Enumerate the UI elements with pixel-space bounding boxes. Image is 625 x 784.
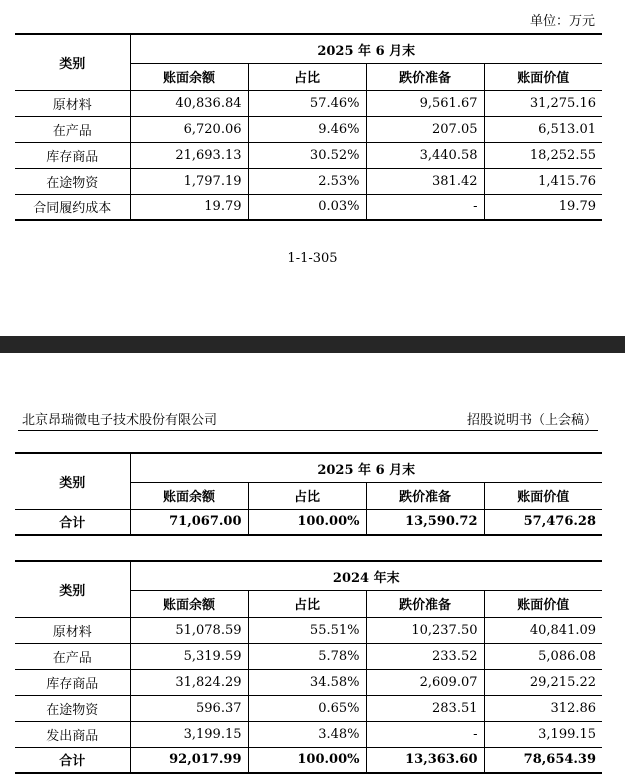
impairment-header: 跌价准备 bbox=[366, 591, 484, 617]
book-value-cell: 31,275.16 bbox=[484, 90, 602, 116]
ratio-header: 占比 bbox=[248, 591, 366, 617]
category-cell: 发出商品 bbox=[15, 721, 130, 747]
table-row bbox=[15, 695, 602, 721]
book-value-header: 账面价值 bbox=[484, 64, 602, 90]
category-header: 类别 bbox=[15, 453, 130, 509]
table-row bbox=[15, 90, 602, 116]
inventory-table-2024 bbox=[15, 560, 602, 774]
impairment-cell: 2,609.07 bbox=[366, 669, 484, 695]
table-row bbox=[15, 721, 602, 747]
book-balance-cell: 3,199.15 bbox=[130, 721, 248, 747]
book-value-cell: 19.79 bbox=[484, 194, 602, 220]
inventory-table-2025-part1 bbox=[15, 33, 602, 221]
book-balance-cell: 51,078.59 bbox=[130, 617, 248, 643]
book-balance-cell: 40,836.84 bbox=[130, 90, 248, 116]
book-balance-cell: 21,693.13 bbox=[130, 142, 248, 168]
category-cell: 合计 bbox=[15, 747, 130, 773]
ratio-cell: 9.46% bbox=[248, 116, 366, 142]
table-row bbox=[15, 142, 602, 168]
table-row bbox=[15, 168, 602, 194]
book-balance-cell: 1,797.19 bbox=[130, 168, 248, 194]
book-balance-cell: 596.37 bbox=[130, 695, 248, 721]
ratio-cell: 2.53% bbox=[248, 168, 366, 194]
table-row bbox=[15, 669, 602, 695]
unit-label: 单位：万元 bbox=[529, 14, 595, 29]
ratio-header: 占比 bbox=[248, 64, 366, 90]
book-balance-cell: 31,824.29 bbox=[130, 669, 248, 695]
inventory-table-2025-part2 bbox=[15, 452, 602, 536]
total-row bbox=[15, 747, 602, 773]
impairment-header: 跌价准备 bbox=[366, 64, 484, 90]
book-value-cell: 5,086.08 bbox=[484, 643, 602, 669]
category-header: 类别 bbox=[15, 34, 130, 90]
book-value-header: 账面价值 bbox=[484, 483, 602, 509]
page-separator bbox=[0, 336, 625, 353]
impairment-cell: 10,237.50 bbox=[366, 617, 484, 643]
book-value-cell: 3,199.15 bbox=[484, 721, 602, 747]
ratio-cell: 100.00% bbox=[248, 509, 366, 535]
ratio-cell: 30.52% bbox=[248, 142, 366, 168]
impairment-cell: 233.52 bbox=[366, 643, 484, 669]
header-rule bbox=[18, 430, 598, 431]
category-cell: 原材料 bbox=[15, 90, 130, 116]
category-cell: 库存商品 bbox=[15, 142, 130, 168]
category-cell: 在产品 bbox=[15, 116, 130, 142]
table-row bbox=[15, 116, 602, 142]
ratio-header: 占比 bbox=[248, 483, 366, 509]
ratio-cell: 5.78% bbox=[248, 643, 366, 669]
book-balance-cell: 19.79 bbox=[130, 194, 248, 220]
book-value-cell: 1,415.76 bbox=[484, 168, 602, 194]
category-cell: 合同履约成本 bbox=[15, 194, 130, 220]
category-cell: 在途物资 bbox=[15, 168, 130, 194]
period-header: 2025 年 6 月末 bbox=[130, 453, 602, 483]
ratio-cell: 55.51% bbox=[248, 617, 366, 643]
book-balance-cell: 6,720.06 bbox=[130, 116, 248, 142]
category-cell: 库存商品 bbox=[15, 669, 130, 695]
document-title: 招股说明书（上会稿） bbox=[466, 413, 597, 428]
book-value-cell: 40,841.09 bbox=[484, 617, 602, 643]
book-balance-header: 账面余额 bbox=[130, 591, 248, 617]
table-row bbox=[15, 643, 602, 669]
table-row bbox=[15, 617, 602, 643]
book-balance-cell: 71,067.00 bbox=[130, 509, 248, 535]
book-value-cell: 6,513.01 bbox=[484, 116, 602, 142]
book-value-cell: 78,654.39 bbox=[484, 747, 602, 773]
impairment-cell: 9,561.67 bbox=[366, 90, 484, 116]
ratio-cell: 0.03% bbox=[248, 194, 366, 220]
book-balance-cell: 92,017.99 bbox=[130, 747, 248, 773]
total-row bbox=[15, 509, 602, 535]
company-name: 北京昂瑞微电子技术股份有限公司 bbox=[22, 413, 218, 428]
ratio-cell: 0.65% bbox=[248, 695, 366, 721]
category-cell: 原材料 bbox=[15, 617, 130, 643]
impairment-cell: 381.42 bbox=[366, 168, 484, 194]
category-cell: 合计 bbox=[15, 509, 130, 535]
period-header: 2025 年 6 月末 bbox=[130, 34, 602, 64]
impairment-header: 跌价准备 bbox=[366, 483, 484, 509]
category-cell: 在产品 bbox=[15, 643, 130, 669]
impairment-cell: - bbox=[366, 194, 484, 220]
impairment-cell: 283.51 bbox=[366, 695, 484, 721]
table-row bbox=[15, 194, 602, 220]
ratio-cell: 100.00% bbox=[248, 747, 366, 773]
book-balance-cell: 5,319.59 bbox=[130, 643, 248, 669]
book-value-cell: 29,215.22 bbox=[484, 669, 602, 695]
impairment-cell: 3,440.58 bbox=[366, 142, 484, 168]
book-value-cell: 18,252.55 bbox=[484, 142, 602, 168]
impairment-cell: - bbox=[366, 721, 484, 747]
page-number: 1-1-305 bbox=[287, 251, 338, 266]
period-header: 2024 年末 bbox=[130, 561, 602, 591]
book-balance-header: 账面余额 bbox=[130, 64, 248, 90]
category-header: 类别 bbox=[15, 561, 130, 617]
ratio-cell: 34.58% bbox=[248, 669, 366, 695]
impairment-cell: 13,363.60 bbox=[366, 747, 484, 773]
category-cell: 在途物资 bbox=[15, 695, 130, 721]
impairment-cell: 13,590.72 bbox=[366, 509, 484, 535]
impairment-cell: 207.05 bbox=[366, 116, 484, 142]
ratio-cell: 57.46% bbox=[248, 90, 366, 116]
ratio-cell: 3.48% bbox=[248, 721, 366, 747]
book-value-cell: 312.86 bbox=[484, 695, 602, 721]
book-value-cell: 57,476.28 bbox=[484, 509, 602, 535]
book-balance-header: 账面余额 bbox=[130, 483, 248, 509]
book-value-header: 账面价值 bbox=[484, 591, 602, 617]
